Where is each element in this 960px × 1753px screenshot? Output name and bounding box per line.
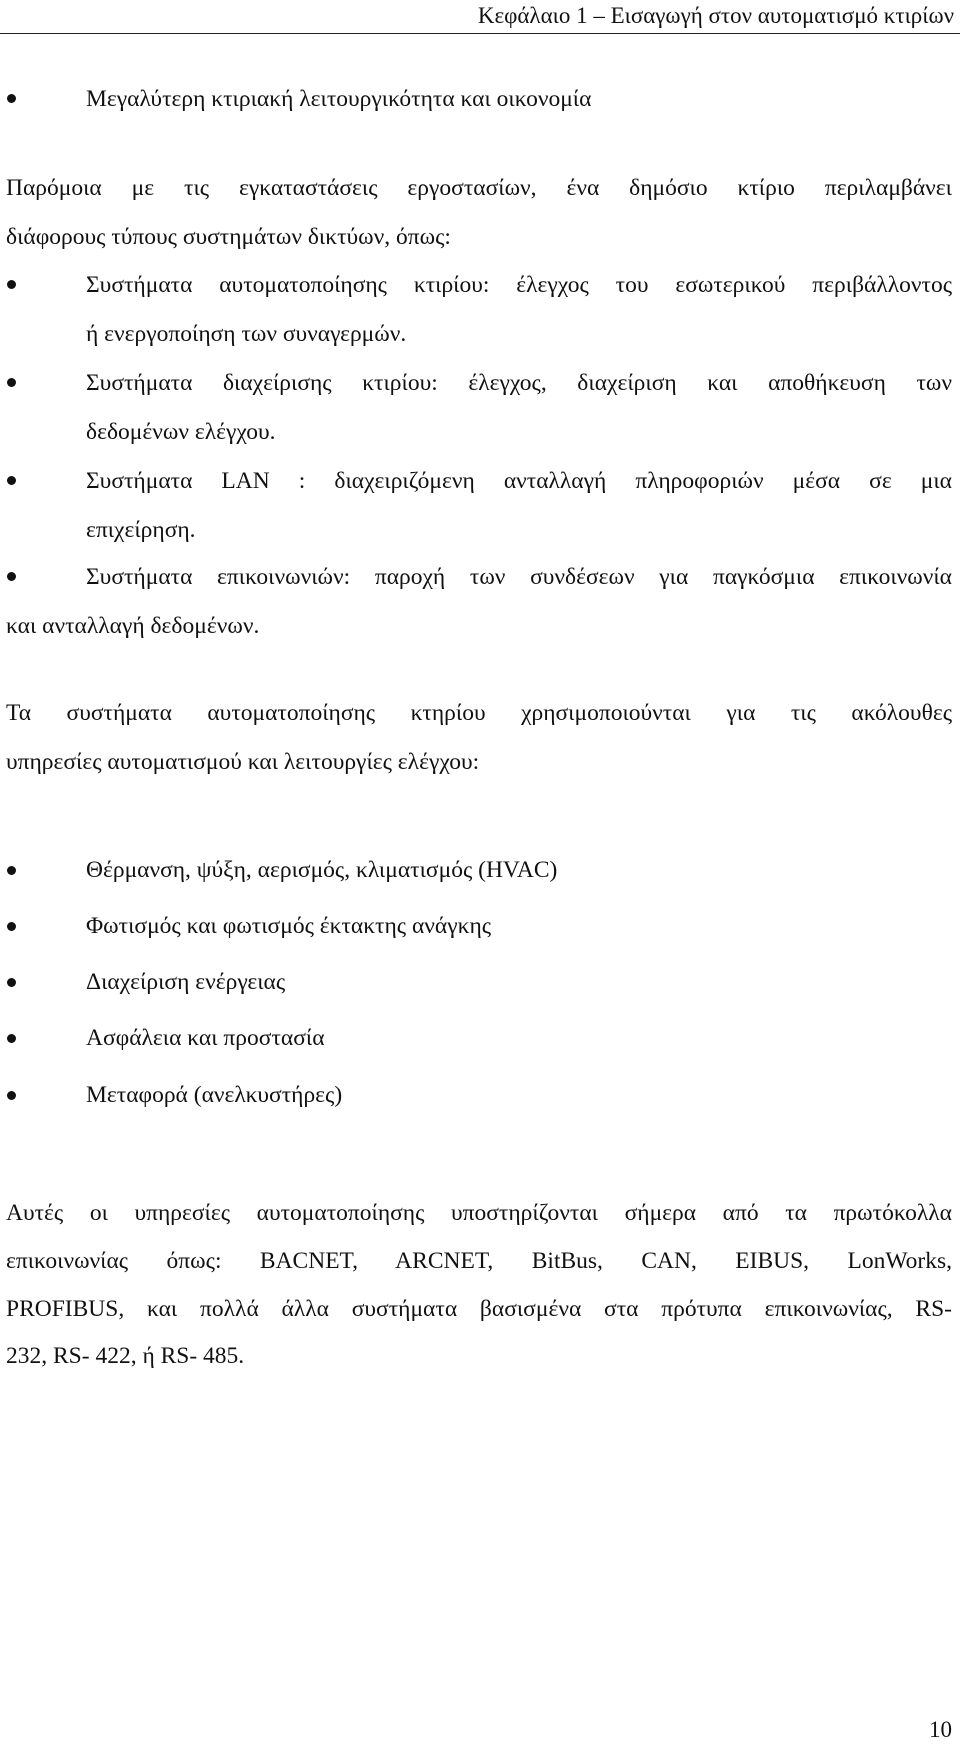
bullet-text: Μεγαλύτερη κτιριακή λειτουργικότητα και οικονομία — [86, 86, 592, 112]
list-item-line: Συστήματα LAN : διαχειριζόμενη ανταλλαγή πληροφοριών μέσα σε μια — [86, 468, 952, 494]
bullet-icon — [7, 922, 16, 931]
bullet-icon — [7, 1034, 16, 1043]
header-rule — [0, 33, 960, 34]
bullet-icon — [7, 1091, 16, 1100]
list-item-line: και ανταλλαγή δεδομένων. — [6, 613, 260, 639]
bullet-icon — [7, 978, 16, 987]
bullet-icon — [7, 280, 16, 289]
paragraph-line: υπηρεσίες αυτοματισμού και λειτουργίες ελέγχου: — [6, 749, 480, 775]
list-item-line: ή ενεργοποίηση των συναγερμών. — [86, 321, 407, 347]
bullet-icon — [7, 378, 16, 387]
paragraph-line: Τα συστήματα αυτοματοποίησης κτηρίου χρησιμοποιούνται για τις ακόλουθες — [6, 700, 952, 726]
paragraph-line: επικοινωνίας όπως: BACNET, ARCNET, BitBus, CAN, EIBUS, LonWorks, — [6, 1248, 952, 1274]
list-item: Θέρμανση, ψύξη, αερισμός, κλιματισμός (HVAC) — [86, 857, 558, 883]
bullet-icon — [7, 94, 16, 103]
bullet-icon — [7, 866, 16, 875]
bullet-icon — [7, 572, 16, 581]
paragraph-line: Αυτές οι υπηρεσίες αυτοματοποίησης υποστηρίζονται σήμερα από τα πρωτόκολλα — [6, 1200, 952, 1226]
list-item: Διαχείριση ενέργειας — [86, 969, 286, 995]
list-item-line: Συστήματα επικοινωνιών: παροχή των συνδέσεων για παγκόσμια επικοινωνία — [86, 564, 952, 590]
list-item: Ασφάλεια και προστασία — [86, 1025, 325, 1051]
list-item: Μεταφορά (ανελκυστήρες) — [86, 1082, 343, 1108]
paragraph-line: διάφορους τύπους συστημάτων δικτύων, όπως: — [6, 224, 451, 250]
list-item-line: δεδομένων ελέγχου. — [86, 419, 276, 445]
paragraph-line: Παρόμοια με τις εγκαταστάσεις εργοστασίων, ένα δημόσιο κτίριο περιλαμβάνει — [6, 175, 952, 201]
paragraph-line: PROFIBUS, και πολλά άλλα συστήματα βασισμένα στα πρότυπα επικοινωνίας, RS- — [6, 1296, 952, 1322]
list-item-line: Συστήματα διαχείρισης κτιρίου: έλεγχος, διαχείριση και αποθήκευση των — [86, 370, 952, 396]
running-header: Κεφάλαιο 1 – Εισαγωγή στον αυτοματισμό κτιρίων — [477, 3, 954, 28]
bullet-icon — [7, 476, 16, 485]
list-item-line: Συστήματα αυτοματοποίησης κτιρίου: έλεγχος του εσωτερικού περιβάλλοντος — [86, 272, 952, 298]
page-number: 10 — [929, 1717, 952, 1742]
list-item-line: επιχείρηση. — [86, 517, 196, 543]
paragraph-line: 232, RS- 422, ή RS- 485. — [6, 1343, 245, 1369]
list-item: Φωτισμός και φωτισμός έκτακτης ανάγκης — [86, 913, 492, 939]
